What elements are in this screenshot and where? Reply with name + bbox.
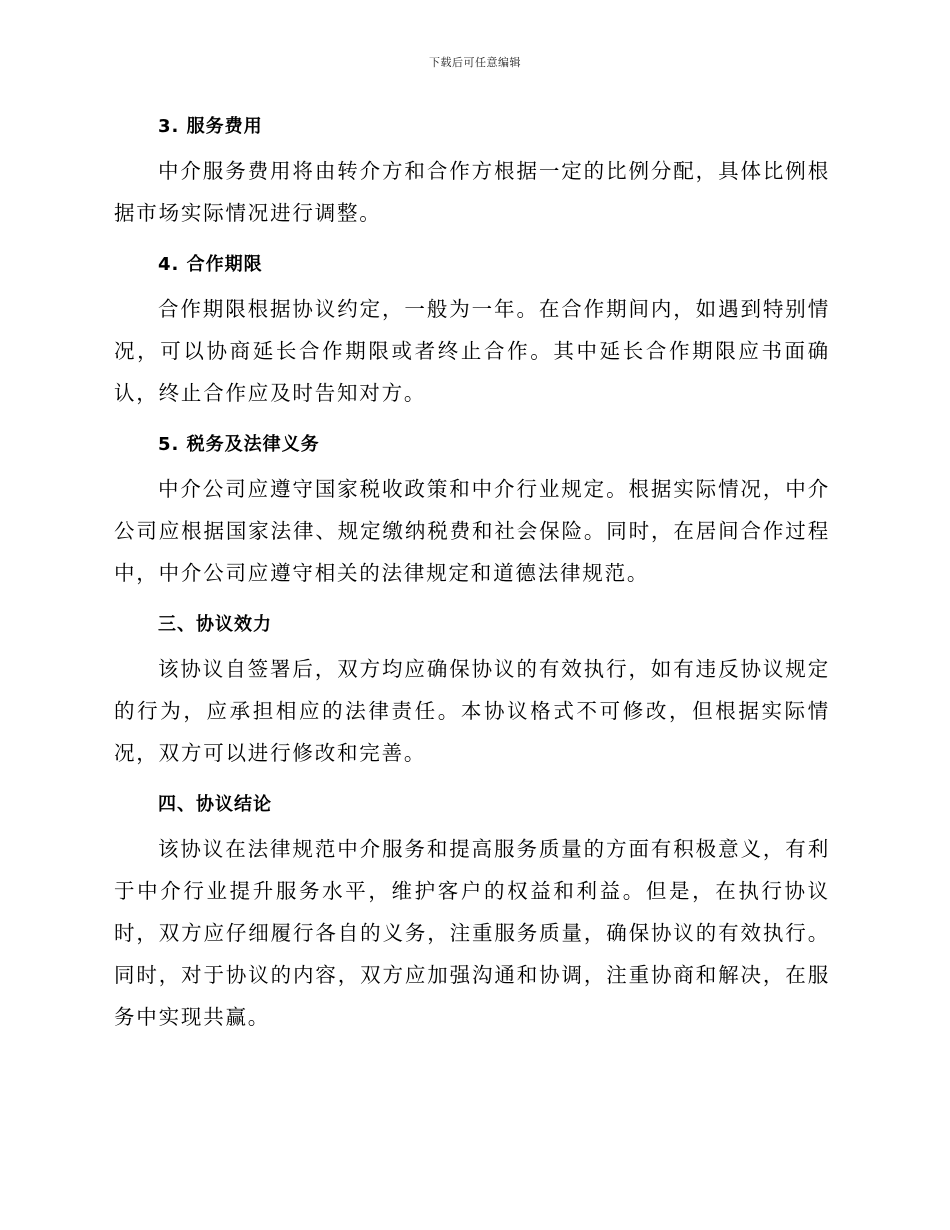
document-body xyxy=(114,108,830,1050)
section-heading-agreement-validity: 三、协议效力 xyxy=(158,614,272,635)
section-heading-cooperation-term: 4. 合作期限 xyxy=(158,254,263,275)
section-paragraph-agreement-conclusion: 该协议在法律规范中介服务和提高服务质量的方面有积极意义，有利于中介行业提升服务水平，维护客户的权益和利益。但是，在执行协议时，双方应仔细履行各自的义务，注重服务质量，确保协议的有效执行。同时，对于协议的内容，双方应加强沟通和协调，注重协商和解决，在服务中实现共赢。 xyxy=(114,837,830,1029)
section-heading-service-fee: 3. 服务费用 xyxy=(158,116,263,137)
section-heading-tax-legal: 5. 税务及法律义务 xyxy=(158,434,320,455)
section-paragraph-service-fee: 中介服务费用将由转介方和合作方根据一定的比例分配，具体比例根据市场实际情况进行调整。 xyxy=(114,159,830,225)
page-header: 下载后可任意编辑 xyxy=(429,56,521,69)
section-paragraph-tax-legal: 中介公司应遵守国家税收政策和中介行业规定。根据实际情况，中介公司应根据国家法律、规定缴纳税费和社会保险。同时，在居间合作过程中，中介公司应遵守相关的法律规定和道德法律规范。 xyxy=(114,477,830,585)
section-heading-agreement-conclusion: 四、协议结论 xyxy=(158,794,272,815)
section-paragraph-cooperation-term: 合作期限根据协议约定，一般为一年。在合作期间内，如遇到特别情况，可以协商延长合作期限或者终止合作。其中延长合作期限应书面确认，终止合作应及时告知对方。 xyxy=(114,297,830,405)
section-paragraph-agreement-validity: 该协议自签署后，双方均应确保协议的有效执行，如有违反协议规定的行为，应承担相应的法律责任。本协议格式不可修改，但根据实际情况，双方可以进行修改和完善。 xyxy=(114,657,830,765)
